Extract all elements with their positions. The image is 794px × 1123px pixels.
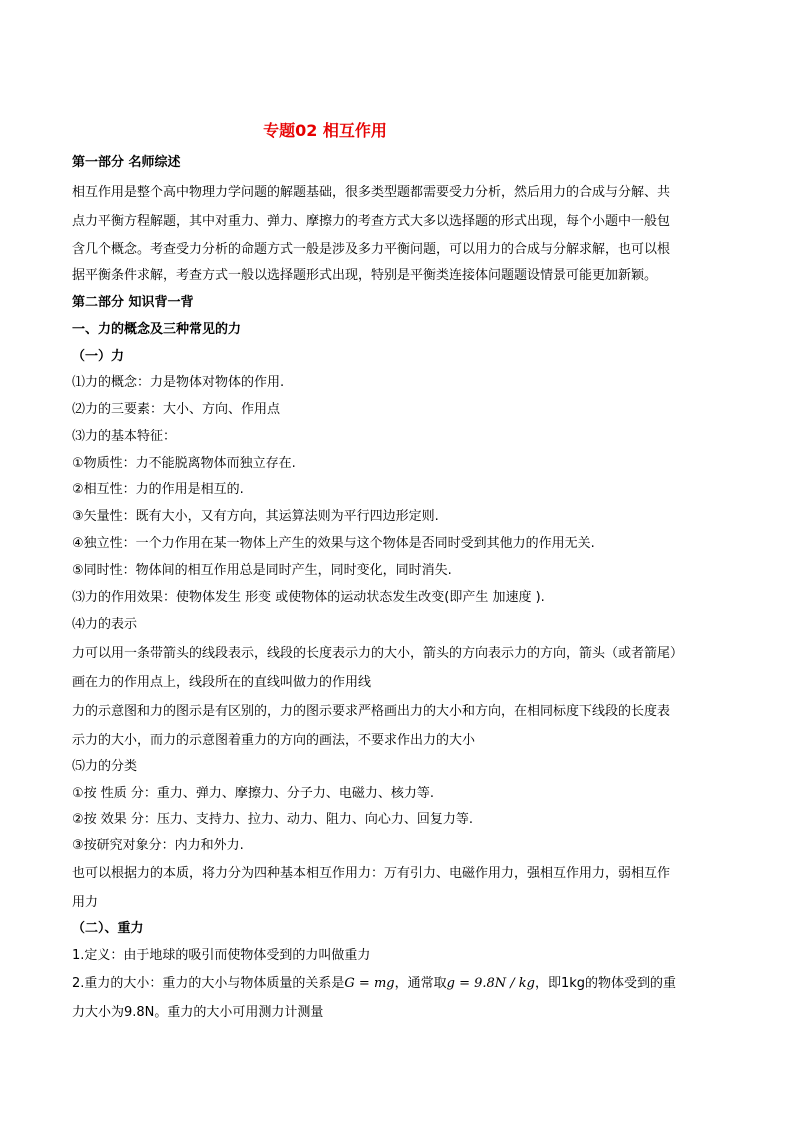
- gravity-size-line-2: 力大小为9.8N。重力的大小可用测力计测量: [72, 1005, 324, 1020]
- section1-heading: 一、力的概念及三种常见的力: [72, 322, 242, 337]
- gravity-size-line-1: [72, 974, 676, 994]
- intro-line-4: 据平衡条件求解，考查方式一般以选择题形式出现，特别是平衡类连接体问题题设情景可能更加新颖。: [72, 268, 658, 283]
- text-line: ③矢量性：既有大小，又有方向，其运算法则为平行四边形定则.: [72, 509, 439, 524]
- text-line: 示力的大小，而力的示意图着重力的方向的画法，不要求作出力的大小: [72, 733, 476, 748]
- text-line: ⑴力的概念：力是物体对物体的作用.: [72, 375, 285, 390]
- text-line: ⑷力的表示: [72, 617, 138, 632]
- text-line: ⑶力的作用效果：使物体发生 形变 或使物体的运动状态发生改变(即产生 加速度 ).: [72, 590, 545, 605]
- part2-heading: 第二部分 知识背一背: [72, 295, 194, 310]
- formula-g-equals-mg: G = mg: [344, 976, 395, 991]
- gravity-size-mid: ，通常取: [394, 976, 447, 991]
- text-line: ③按研究对象分：内力和外力.: [72, 838, 244, 853]
- gravity-size-prefix: 2.重力的大小：重力的大小与物体质量的关系是: [72, 976, 345, 991]
- text-line: 用力: [72, 895, 99, 910]
- intro-line-2: 点力平衡方程解题，其中对重力、弹力、摩擦力的考查方式大多以选择题的形式出现，每个小题中一般包: [72, 214, 671, 229]
- gravity-definition: 1.定义：由于地球的吸引而使物体受到的力叫做重力: [72, 948, 371, 963]
- text-line: ①按 性质 分：重力、弹力、摩擦力、分子力、电磁力、核力等.: [72, 786, 435, 801]
- text-line: ①物质性：力不能脱离物体而独立存在.: [72, 456, 296, 471]
- text-line: ⑵力的三要素：大小、方向、作用点: [72, 402, 281, 417]
- text-line: ④独立性：一个力作用在某一物体上产生的效果与这个物体是否同时受到其他力的作用无关.: [72, 536, 595, 551]
- text-line: ②按 效果 分：压力、支持力、拉力、动力、阻力、向心力、回复力等.: [72, 812, 474, 827]
- document-title: 专题02 相互作用: [263, 121, 387, 140]
- sub1-heading: （一）力: [72, 349, 125, 364]
- text-line: ②相互性：力的作用是相互的.: [72, 482, 244, 497]
- intro-line-1: 相互作用是整个高中物理力学问题的解题基础，很多类型题都需要受力分析，然后用力的合成与分解、共: [72, 185, 671, 200]
- text-line: ⑤同时性：物体间的相互作用总是同时产生，同时变化，同时消失.: [72, 563, 452, 578]
- gravity-size-suffix: ，即1kg的物体受到的重: [535, 976, 677, 991]
- formula-g-value: g = 9.8N / kg: [446, 976, 535, 991]
- text-line: 也可以根据力的本质，将力分为四种基本相互作用力：万有引力、电磁作用力，强相互作用力，弱相互作: [72, 866, 671, 881]
- text-line: 力可以用一条带箭头的线段表示，线段的长度表示力的大小，箭头的方向表示力的方向，箭头（或者箭尾）: [72, 646, 684, 661]
- text-line: 力的示意图和力的图示是有区别的，力的图示要求严格画出力的大小和方向，在相同标度下线段的长度表: [72, 704, 671, 719]
- text-line: ⑶力的基本特征：: [72, 429, 177, 444]
- text-line: 画在力的作用点上，线段所在的直线叫做力的作用线: [72, 675, 372, 690]
- intro-line-3: 含几个概念。考查受力分析的命题方式一般是涉及多力平衡问题，可以用力的合成与分解求解，也可以根: [72, 242, 671, 257]
- text-line: ⑸力的分类: [72, 759, 138, 774]
- part1-heading: 第一部分 名师综述: [72, 155, 181, 170]
- sub2-heading: （二）、重力: [72, 921, 144, 936]
